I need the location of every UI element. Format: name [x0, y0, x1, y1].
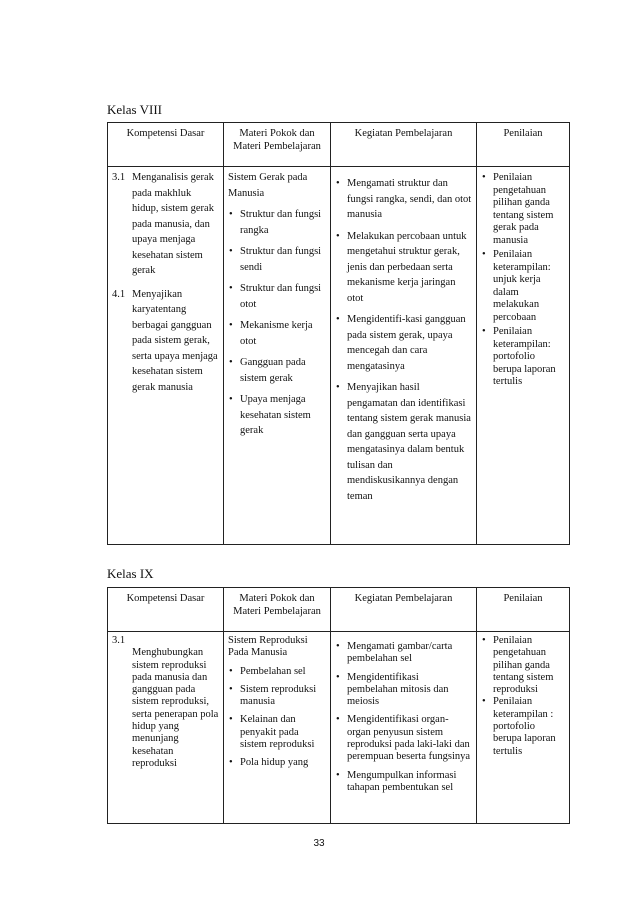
- header-penilaian: Penilaian: [477, 123, 570, 167]
- table-header-row: [108, 123, 570, 167]
- materi-list: [228, 207, 326, 439]
- kd-number: 4.1: [112, 288, 126, 300]
- materi-title: Sistem Reproduksi Pada Manusia: [228, 635, 308, 659]
- list-item: • Mengidentifikasi organ-organ penyusun sistem reproduksi pada laki-laki dan perempuan beserta fungsinya: [335, 714, 472, 763]
- header-kegiatan-pembelajaran: Kegiatan Pembelajaran: [331, 123, 477, 167]
- curriculum-table-kelas-viii: [107, 122, 570, 545]
- list-item: • Penilaian keterampilan: portofolio berupa laporan tertulis: [481, 326, 565, 389]
- table-row: [108, 167, 570, 545]
- kd-item: [112, 287, 219, 396]
- list-item: • Upaya menjaga kesehatan sistem gerak: [228, 392, 326, 439]
- table-row: [108, 632, 570, 824]
- kd-text: Menghubungkan sistem reproduksi pada manusia dan gangguan pada sistem reproduksi, serta penerapan pola hidup yang menunjang kesehatan reproduksi: [132, 647, 219, 769]
- section-title-kelas-ix: Kelas IX: [107, 566, 154, 581]
- materi-cell: [224, 632, 331, 824]
- list-item: • Mengidentifi-kasi gangguan pada sistem gerak, upaya mencegah dan cara mengatasinya: [335, 312, 472, 374]
- list-item: • Penilaian keterampilan: unjuk kerja dalam melakukan percobaan: [481, 249, 565, 324]
- list-item: • Penilaian keterampilan : portofolio berupa laporan tertulis: [481, 696, 565, 757]
- list-item: • Mengumpulkan informasi tahapan pembentukan sel: [335, 770, 472, 795]
- kegiatan-list: [335, 641, 472, 794]
- list-item: • Mengamati gambar/carta pembelahan sel: [335, 641, 472, 666]
- kd-item: [112, 170, 219, 279]
- list-item: • Struktur dan fungsi otot: [228, 281, 326, 312]
- header-penilaian: Penilaian: [477, 588, 570, 632]
- list-item: • Gangguan pada sistem gerak: [228, 355, 326, 386]
- section-title-kelas-viii: Kelas VIII: [107, 102, 162, 117]
- header-kompetensi-dasar: Kompetensi Dasar: [108, 123, 224, 167]
- list-item: • Struktur dan fungsi sendi: [228, 244, 326, 275]
- kompetensi-dasar-cell: [108, 167, 224, 545]
- materi-list: [228, 666, 326, 770]
- list-item: • Penilaian pengetahuan pilihan ganda tentang sistem gerak pada manusia: [481, 172, 565, 247]
- penilaian-cell: [477, 632, 570, 824]
- header-materi-pokok: Materi Pokok dan Materi Pembelajaran: [224, 588, 331, 632]
- header-materi-pokok: Materi Pokok dan Materi Pembelajaran: [224, 123, 331, 167]
- penilaian-cell: [477, 167, 570, 545]
- header-kegiatan-pembelajaran: Kegiatan Pembelajaran: [331, 588, 477, 632]
- kd-number: 3.1: [112, 172, 126, 183]
- kegiatan-cell: [331, 167, 477, 545]
- list-item: • Mengidentifikasi pembelahan mitosis dan meiosis: [335, 672, 472, 709]
- materi-cell: [224, 167, 331, 545]
- penilaian-list: [481, 172, 565, 389]
- list-item: • Menyajikan hasil pengamatan dan identifikasi tentang sistem gerak manusia dan gangguan serta upaya mengatasinya dalam bentuk tulisan dan mendiskusikannya dengan teman: [335, 380, 472, 504]
- list-item: • Melakukan percobaan untuk mengetahui struktur gerak, jenis dan perbedaan serta mekanisme kerja jaringan otot: [335, 229, 472, 307]
- page-number: 33: [313, 838, 325, 849]
- materi-title: Sistem Gerak pada Manusia: [228, 172, 308, 199]
- list-item: • Mengamati struktur dan fungsi rangka, sendi, dan otot manusia: [335, 176, 472, 223]
- kompetensi-dasar-cell: [108, 632, 224, 824]
- kegiatan-list: [335, 176, 472, 504]
- kd-text: Menyajikan karyatentang berbagai gangguan pada sistem gerak, serta upaya menjaga kesehatan sistem gerak manusia: [132, 288, 218, 393]
- kegiatan-cell: [331, 632, 477, 824]
- list-item: • Penilaian pengetahuan pilihan ganda tentang sistem reproduksi: [481, 635, 565, 696]
- list-item: • Pola hidup yang: [228, 757, 326, 769]
- list-item: • Struktur dan fungsi rangka: [228, 207, 326, 238]
- list-item: • Mekanisme kerja otot: [228, 318, 326, 349]
- list-item: • Pembelahan sel: [228, 666, 326, 678]
- curriculum-table-kelas-ix: [107, 587, 570, 824]
- kd-text: Menganalisis gerak pada makhluk hidup, sistem gerak pada manusia, dan upaya menjaga kesehatan sistem gerak: [132, 172, 214, 276]
- header-kompetensi-dasar: Kompetensi Dasar: [108, 588, 224, 632]
- kd-number: 3.1: [112, 635, 126, 646]
- table-header-row: [108, 588, 570, 632]
- list-item: • Sistem reproduksi manusia: [228, 684, 326, 709]
- penilaian-list: [481, 635, 565, 758]
- list-item: • Kelainan dan penyakit pada sistem reproduksi: [228, 714, 326, 751]
